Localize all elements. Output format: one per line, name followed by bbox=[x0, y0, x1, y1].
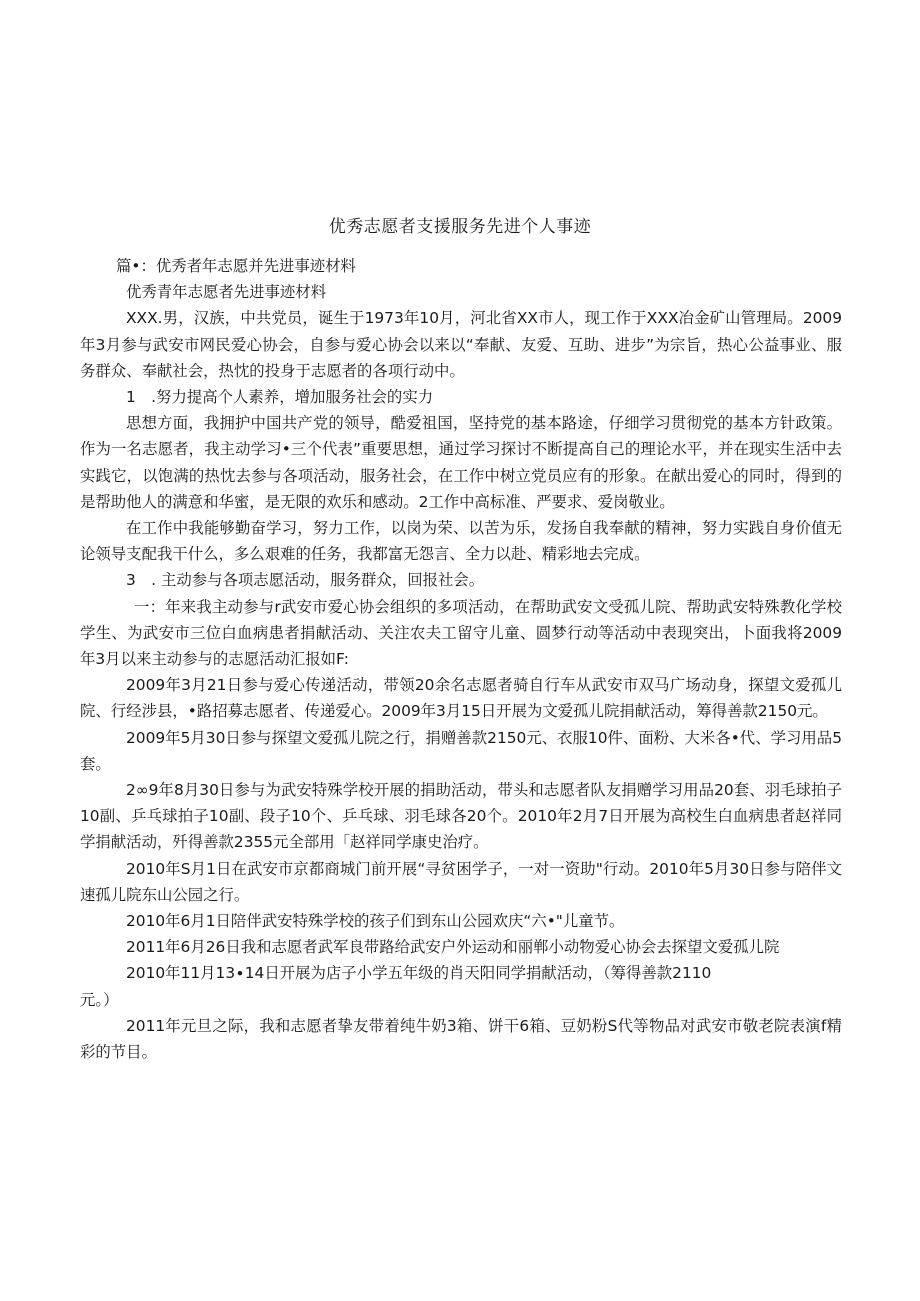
section-heading: 篇•：优秀者年志愿并先进事迹材料 bbox=[116, 257, 356, 275]
subtitle: 优秀青年志愿者先进事迹材料 bbox=[126, 283, 327, 302]
paragraph: 2011年6月26日我和志愿者武军良带路给武安户外运动和丽郸小动物爱心协会去探望文爱孤儿院 bbox=[126, 938, 780, 957]
paragraph: 2010年S月1日在武安市京都商城门前开展“寻贫困学子，一对一资助"行动。2010年5月30日参与陪伴文速孤儿院东山公园之行。 bbox=[80, 859, 842, 904]
paragraph: 在工作中我能够勤奋学习，努力工作，以岗为荣、以苦为乐，发扬自我奉献的精神，努力实践自身价值无论领导支配我干什么，多么艰难的任务，我都富无怨言、全力以赴、精彩地去完成。 bbox=[80, 519, 842, 564]
paragraph: 元。） bbox=[80, 990, 119, 1009]
paragraph: 2010年6月1日陪伴武安特殊学校的孩子们到东山公园欢庆“六•"儿童节。 bbox=[126, 912, 625, 931]
paragraph: 2011年元旦之际，我和志愿者挚友带着纯牛奶3箱、饼干6箱、豆奶粉S代等物品对武安市敬老院表演f精彩的节目。 bbox=[80, 1016, 842, 1062]
numbered-heading: 1 .努力提高个人素养，增加服务社会的实力 bbox=[126, 388, 434, 407]
paragraph: 思想方面，我拥护中国共产党的领导，酷爱祖国，坚持党的基本路途，仔细学习贯彻党的基本方针政策。作为一名志愿者，我主动学习•三个代表”重要思想，通过学习探讨不断提高自己的理论水平，并在现实生活中去实践它，以饱满的热忱去参与各项活动，服务社会，在工作中树立党员应有的形象。在献出爱心的同时，得到的是帮助他人的满意和华蜜，是无限的欢乐和感动。2工作中高标准、严要求、爱岗敬业。 bbox=[80, 414, 842, 511]
document-title: 优秀志愿者支援服务先进个人事迹 bbox=[328, 217, 592, 237]
paragraph: 2009年5月30日参与探望文爱孤儿院之行，捐赠善款2150元、衣服10件、面粉、大米各•代、学习用品5套。 bbox=[80, 728, 842, 773]
paragraph: 2009年3月21日参与爱心传递活动，带领20余名志愿者骑自行车从武安市双马广场动身，探望文爱孤儿院、行经涉县，•路招募志愿者、传递爱心。2009年3月15日开展为文爱孤儿院捐献活动，筹得善款2150元。 bbox=[80, 676, 842, 721]
document-body bbox=[80, 253, 842, 1065]
paragraph: 一：年来我主动参与r武安市爱心协会组织的多项活动，在帮助武安文受孤儿院、帮助武安特殊教化学校学生、为武安市三位白血病患者捐献活动、关注农夫工留守儿童、圆梦行动等活动中表现突出，卜面我将2009年3月以来主动参与的志愿活动汇报如F: bbox=[80, 597, 842, 669]
numbered-heading: 3 . 主动参与各项志愿活动，服务群众，回报社会。 bbox=[126, 571, 485, 590]
paragraph: XXX.男，汉族，中共党员，诞生于1973年10月，河北省XX市人，现工作于XXX冶金矿山管理局。2009年3月参与武安市网民爱心协会，自参与爱心协会以来以“奉献、友爱、互助、进步”为宗旨，热心公益事业、服务群众、奉献社会，热忱的投身于志愿者的各项行动中。 bbox=[80, 309, 842, 380]
paragraph: 2∞9年8月30日参与为武安特殊学校开展的捐助活动，带头和志愿者队友捐赠学习用品20套、羽毛球拍子10副、乒乓球拍子10副、段子10个、乒乓球、羽毛球各20个。2010年2月7日开展为高校生白血病患者赵祥同学捐献活动，歼得善款2355元全部用「赵祥同学康史治疗。 bbox=[80, 781, 842, 852]
paragraph: 2010年11月13∙14日开展为店子小学五年级的肖天阳同学捐献活动，（筹得善款2110 bbox=[126, 964, 712, 983]
